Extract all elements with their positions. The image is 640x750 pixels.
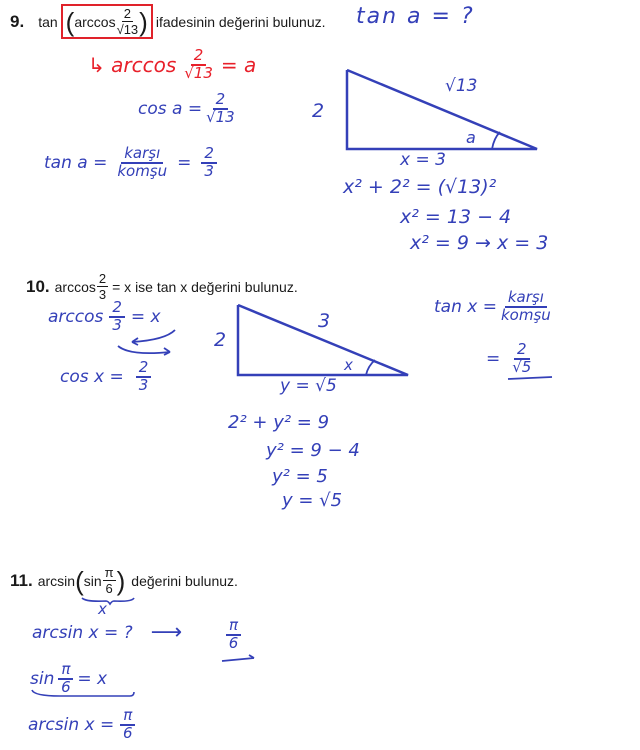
note-tan-a: tan a = ?: [356, 4, 475, 29]
question-text: = x ise tan x değerini bulunuz.: [112, 278, 298, 295]
pythag-q10-line3: y² = 5: [272, 466, 328, 487]
underline-mark: [220, 654, 260, 664]
sin-label: sin: [83, 572, 102, 589]
tan-a-step: tan a = $\frac{\text{karşı}}{\text{komşu}}$ = $\frac{2}{3}$: [44, 146, 217, 180]
tan-x-result: = $\frac{2}{√5}$: [486, 340, 532, 376]
pythag-q10-line1: 2² + y² = 9: [228, 412, 330, 433]
pythag-q10-line2: y² = 9 − 4: [266, 440, 360, 461]
triangle-q10-angle: x: [344, 356, 353, 374]
triangle-q9-base: x = 3: [400, 150, 446, 170]
underbrace-q11: [80, 596, 136, 606]
arccos-step: arccos $\frac{2}{3}$ = x: [48, 298, 161, 334]
cos-x-step: cos x = $\frac{2}{3}$: [60, 360, 151, 394]
triangle-q9: [300, 60, 560, 160]
triangle-q10-base: y = √5: [280, 376, 337, 396]
tan-label: tan: [38, 13, 58, 30]
question-11: 11. arcsin ( sin $\frac{\pi}{6}$ ) değerini bulunuz.: [10, 565, 238, 596]
triangle-q9-hypotenuse: √13: [445, 76, 478, 96]
pythag-q9-line3: x² = 9 → x = 3: [410, 232, 549, 254]
pythag-q9-line2: x² = 13 − 4: [400, 206, 512, 228]
fraction: $\frac{\pi}{6}$: [104, 565, 114, 596]
cos-a-step: cos a = $\frac{2}{√13}$: [138, 90, 235, 126]
tan-x-step: tan x = $\frac{\text{karşı}}{\text{komşu}}$: [434, 288, 551, 324]
question-number: 10.: [26, 276, 50, 296]
arccos-label: arccos: [74, 13, 116, 30]
arcsin-x-question: arcsin x = ? ⟶: [32, 620, 183, 645]
question-10: [26, 272, 298, 301]
underline-mark: [506, 372, 556, 382]
question-text: ifadesinin değerini bulunuz.: [155, 13, 326, 30]
red-step: ↳ arccos $\frac{2}{√13}$ = a: [88, 46, 257, 82]
swap-arrows-icon: [110, 326, 190, 356]
highlighted-expression: ( arccos $\frac{2}{√13}$ ): [61, 4, 153, 39]
pythag-q10-line4: y = √5: [282, 490, 343, 511]
arcsin-x-result: arcsin x = $\frac{\pi}{6}$: [28, 708, 135, 742]
underbrace-step: [30, 688, 140, 700]
triangle-q9-vertical: 2: [312, 100, 325, 122]
fraction: $\frac{2}{3}$: [98, 271, 107, 302]
question-number: 11.: [10, 570, 33, 590]
arccos-label: arccos: [54, 278, 96, 295]
result-pi-over-6: $\frac{\pi}{6}$: [226, 618, 241, 652]
triangle-q9-angle: a: [466, 128, 476, 147]
arcsin-label: arcsin: [37, 572, 76, 589]
fraction: $\frac{2}{√13}$: [116, 6, 139, 37]
question-text: değerini bulunuz.: [131, 572, 238, 589]
question-9: [10, 4, 326, 39]
triangle-q10-vertical: 2: [214, 329, 227, 351]
brace-label-x: x: [98, 600, 107, 618]
sin-pi-step: sin $\frac{\pi}{6}$ = x: [30, 660, 108, 696]
triangle-q10-hypotenuse: 3: [318, 310, 331, 332]
pythag-q9-line1: x² + 2² = (√13)²: [343, 176, 497, 198]
question-number: 9.: [10, 11, 25, 31]
